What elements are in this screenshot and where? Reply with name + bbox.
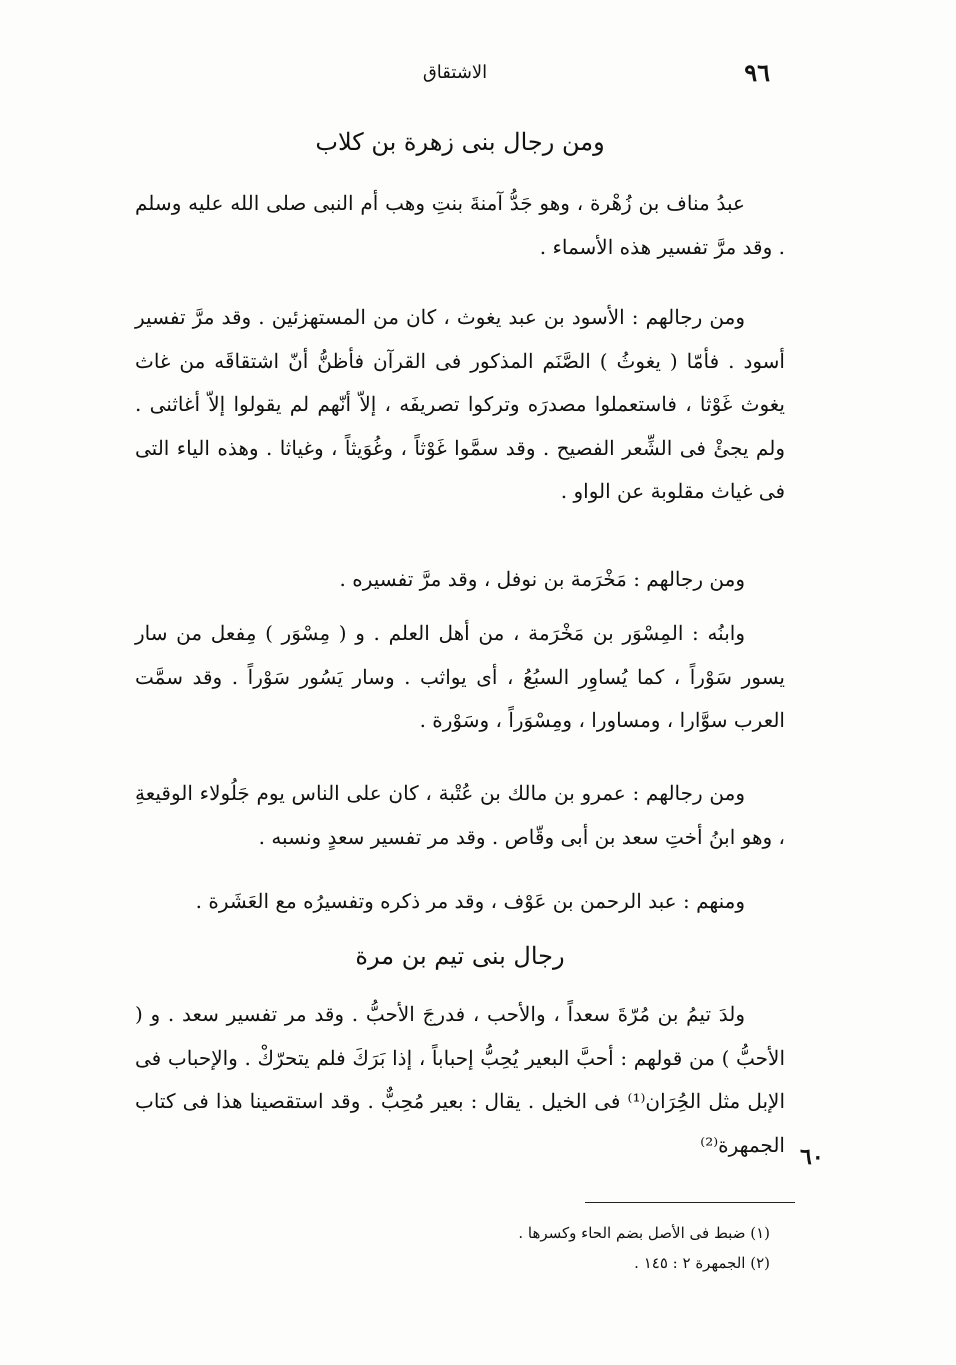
section-heading-zuhra: ومن رجال بنى زهرة بن كلاب (315, 128, 605, 156)
paragraph-abd-rahman: ومنهم : عبد الرحمن بن عَوْف ، وقد مر ذكره وتفسيرُه مع العَشَرة . (195, 889, 745, 913)
paragraph-abd-manaf: عبدُ مناف بن زُهْرة ، وهو جَدُّ آمنةَ بنتِ وهب أم النبى صلى الله عليه وسلم . وقد مرَّ تفسير هذه الأسماء . (135, 191, 785, 259)
page-number: ٩٦ (744, 58, 770, 87)
section-heading-taym: رجال بنى تيم بن مرة (355, 942, 565, 970)
paragraph-makhrama: ومن رجالهم : مَخْرَمة بن نوفل ، وقد مرَّ تفسيره . (339, 567, 745, 591)
footnote-1: (١) ضبط فى الأصل بضم الحاء وكسرها . (518, 1224, 770, 1242)
margin-number: ٦٠ (800, 1144, 824, 1170)
paragraph-amr: ومن رجالهم : عمرو بن مالك بن عُتْبة ، كان على الناس يوم جَلُولاء الوقيعةِ ، وهو ابنُ أختِ سعد بن أبى وقّاص . وقد مر تفسير سعدٍ ونسبه . (135, 781, 785, 849)
footnote-2: (٢) الجمهرة ٢ : ١٤٥ . (634, 1254, 770, 1272)
running-title: الاشتقاق (422, 62, 488, 83)
page-header (130, 58, 780, 88)
paragraph-taym: ولدَ تيمُ بن مُرّةَ سعداً ، والأحب ، فدرجَ الأحبُّ . وقد مر تفسير سعد . و ( الأحبُّ ) من قولهم : أحبَّ البعير يُحِبُّ إحباباً ، إذا بَرَكَ فلم يتحرّكْ . والإحباب فى الإبل مثل الحُِرَان⁽¹⁾ فى الخيل . يقال : بعير مُحِبٌّ . وقد استقصينا هذا فى كتاب الجمهرة⁽²⁾ (135, 1002, 785, 1157)
paragraph-aswad: ومن رجالهم : الأسود بن عبد يغوث ، كان من المستهزئين . وقد مرَّ تفسير أسود . فأمّا ( يغوثُ ) الصَّنَم المذكور فى القرآن فأظنُّ أنّ اشتقاقَه من غاث يغوث غَوْثا ، فاستعملوا مصدرَه وتركوا تصريفَه ، إلاّ أنّهم لم يقولوا إلاّ أغاثنى . ولم يجئْ فى الشِّعر الفصيح . وقد سمَّوا غَوْثاً ، وغُوَيثاً ، وغياثا . وهذه الياء التى فى غياث مقلوبة عن الواو . (135, 305, 785, 503)
footnotes (300, 1218, 770, 1278)
footnote-divider (585, 1202, 795, 1203)
paragraph-miswar: وابنُه : المِسْوَر بن مَخْرَمة ، من أهل العلم . و ( مِسْوَر ) مِفعل من سار يسور سَوْراً ، كما يُساوِر السبُعُ ، أى يواثب . وسار يَسُور سَوْراً . وقد سمَّت العرب سوَّارا ، ومساورا ، ومِسْوَراً ، وسَوْرة . (135, 621, 785, 732)
